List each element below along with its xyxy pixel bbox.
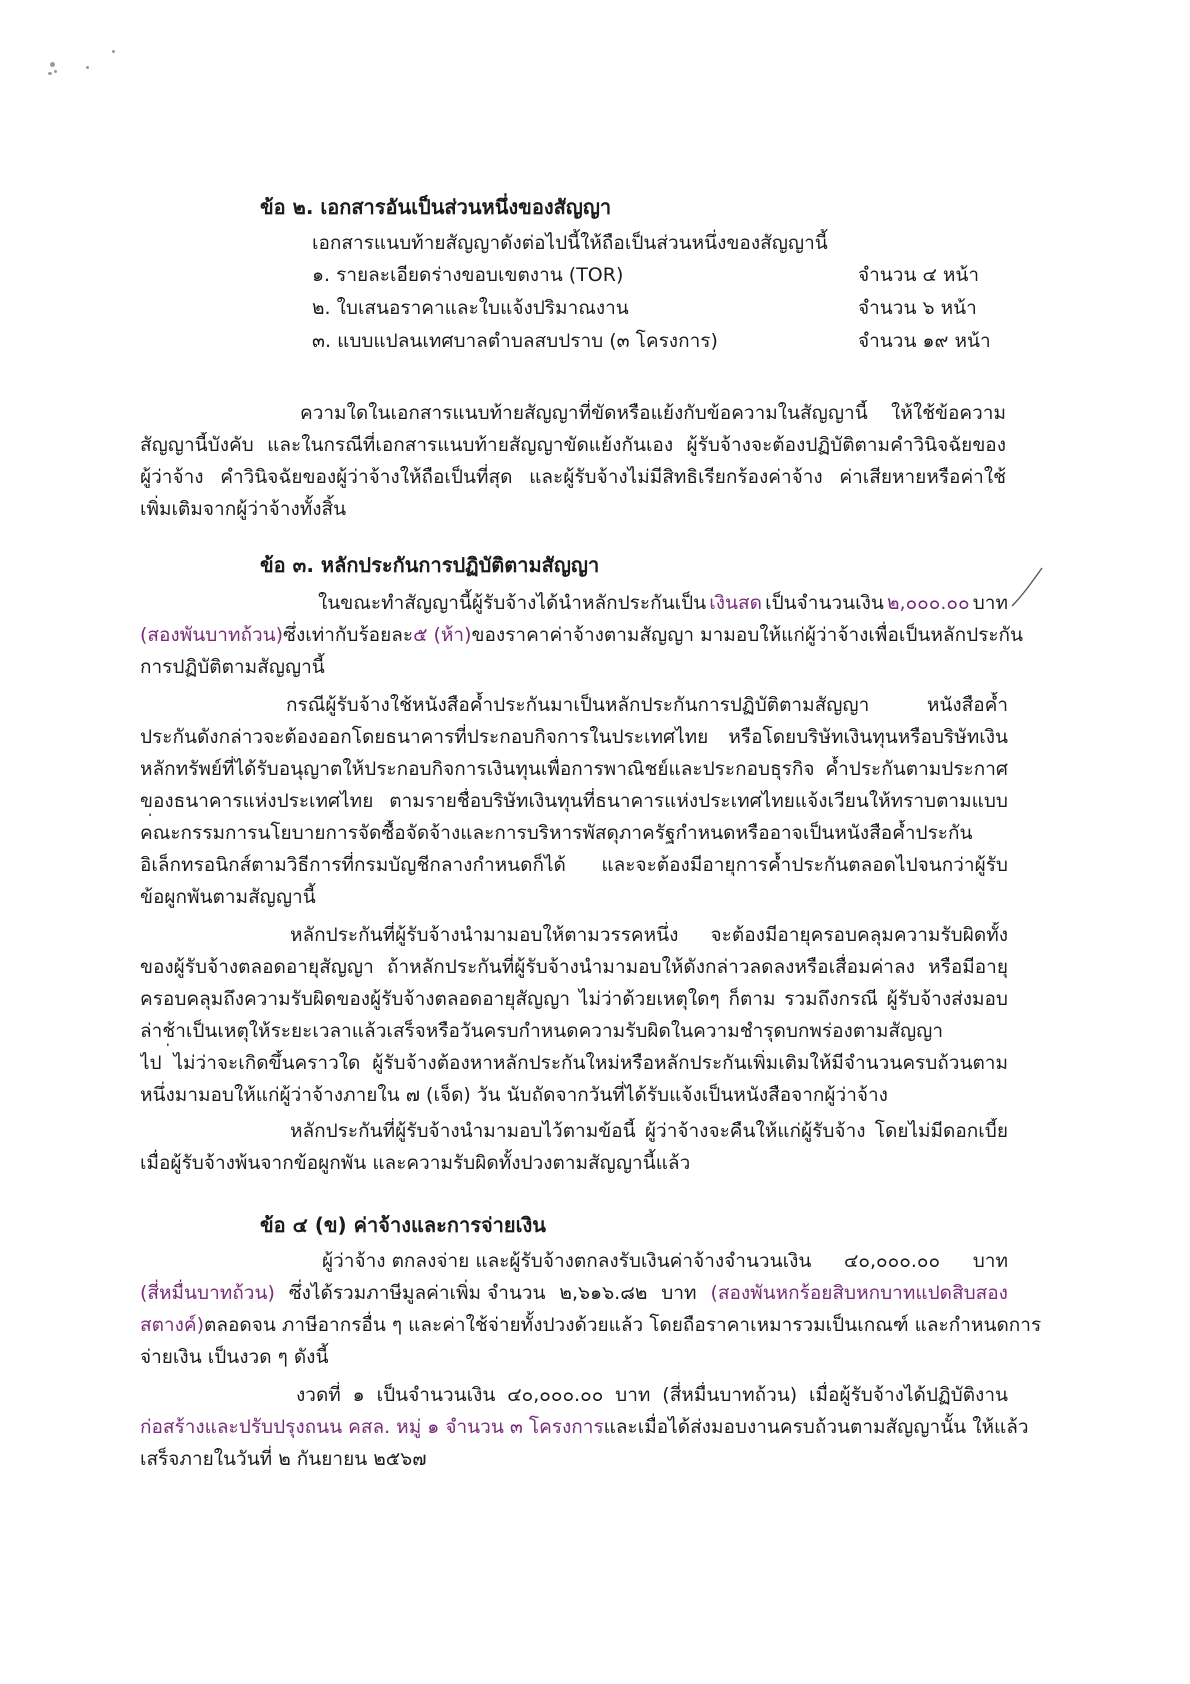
paragraph-line: ข้อผูกพันตามสัญญานี้ — [140, 886, 316, 908]
paragraph-line: หลักประกันที่ผู้รับจ้างนำมามอบไว้ตามข้อนี้ ผู้ว่าจ้างจะคืนให้แก่ผู้รับจ้าง โดยไม่มีดอกเบี้ย — [290, 1120, 1008, 1142]
security-text: ซึ่งเท่ากับร้อยละ — [283, 624, 414, 646]
payment-line-1 — [322, 1248, 1008, 1274]
paragraph-line: คณะกรรมการนโยบายการจัดซื้อจัดจ้างและการบริหารพัสดุภาครัฐกำหนดหรืออาจเป็นหนังสือค้ำประกัน — [140, 822, 973, 844]
paragraph-line: ไป ไม่ว่าจะเกิดขึ้นคราวใด ผู้รับจ้างต้องหาหลักประกันใหม่หรือหลักประกันเพิ่มเติมให้มีจำนวนครบถ้วนตาม — [140, 1052, 1008, 1074]
payment-text: ซึ่งได้รวมภาษีมูลค่าเพิ่ม จำนวน — [288, 1282, 546, 1304]
vat-amount-words: (สองพันหกร้อยสิบหกบาทแปดสิบสอง — [710, 1282, 1008, 1304]
security-amount: ๒,๐๐๐.๐๐ — [887, 592, 970, 614]
section-3-heading: ข้อ ๓. หลักประกันการปฏิบัติตามสัญญา — [260, 553, 600, 577]
section-2-heading: ข้อ ๒. เอกสารอันเป็นส่วนหนึ่งของสัญญา — [260, 195, 612, 219]
security-line-1 — [318, 590, 1008, 616]
currency-unit: บาท — [661, 1282, 697, 1304]
paragraph-line: สัญญานี้บังคับ และในกรณีที่เอกสารแนบท้ายสัญญาขัดแย้งกันเอง ผู้รับจ้างจะต้องปฏิบัติตามคำวินิจฉัยของ — [140, 434, 1006, 456]
attachment-item-pages: จำนวน ๖ หน้า — [858, 297, 977, 319]
security-line-2 — [140, 622, 1024, 648]
security-amount-words: (สองพันบาทถ้วน) — [140, 624, 284, 646]
installment-text: และเมื่อได้ส่งมอบงานครบถ้วนตามสัญญานั้น ให้แล้ว — [603, 1416, 1029, 1438]
paragraph-line: กรณีผู้รับจ้างใช้หนังสือค้ำประกันมาเป็นหลักประกันการปฏิบัติตามสัญญา หนังสือค้ำ — [286, 694, 1008, 716]
currency-unit: บาท — [972, 592, 1008, 614]
payment-text: ผู้ว่าจ้าง ตกลงจ่าย และผู้รับจ้างตกลงรับเงินค่าจ้างจำนวนเงิน — [322, 1250, 812, 1272]
work-description: ก่อสร้างและปรับปรุงถนน คสล. หมู่ ๑ จำนวน ๓ โครงการ — [140, 1416, 604, 1438]
attachment-item-label: ๑. รายละเอียดร่างขอบเขตงาน (TOR) — [312, 264, 624, 286]
attachment-item-pages: จำนวน ๔ หน้า — [858, 264, 980, 286]
paragraph-line: หนึ่งมามอบให้แก่ผู้ว่าจ้างภายใน ๗ (เจ็ด) วัน นับถัดจากวันที่ได้รับแจ้งเป็นหนังสือจากผู้ว่าจ้าง — [140, 1084, 888, 1106]
section-2-intro: เอกสารแนบท้ายสัญญาดังต่อไปนี้ให้ถือเป็นส่วนหนึ่งของสัญญานี้ — [312, 232, 828, 254]
payment-text: ตลอดจน ภาษีอากรอื่น ๆ และค่าใช้จ่ายทั้งปวงด้วยแล้ว โดยถือราคาเหมารวมเป็นเกณฑ์ และกำหนดการ — [204, 1314, 1042, 1336]
vat-amount-words: สตางค์) — [140, 1314, 205, 1336]
paragraph-line: ผู้ว่าจ้าง คำวินิจฉัยของผู้ว่าจ้างให้ถือเป็นที่สุด และผู้รับจ้างไม่มีสิทธิเรียกร้องค่าจ้าง ค่าเสียหายหรือค่าใช้ — [140, 466, 1006, 488]
installment-deadline: เสร็จภายในวันที่ ๒ กันยายน ๒๕๖๗ — [140, 1448, 427, 1470]
security-type: เงินสด — [709, 592, 762, 614]
vat-amount: ๒,๖๑๖.๘๒ — [559, 1282, 648, 1304]
section-4-heading: ข้อ ๔ (ข) ค่าจ้างและการจ่ายเงิน — [260, 1213, 546, 1237]
payment-line-4: จ่ายเงิน เป็นงวด ๆ ดังนี้ — [140, 1346, 329, 1368]
payment-amount: ๔๐,๐๐๐.๐๐ — [844, 1250, 941, 1272]
paragraph-line: ประกันดังกล่าวจะต้องออกโดยธนาคารที่ประกอบกิจการในประเทศไทย หรือโดยบริษัทเงินทุนหรือบริษัทเงิน — [140, 726, 1008, 748]
installment-line: งวดที่ ๑ เป็นจำนวนเงิน ๔๐,๐๐๐.๐๐ บาท (สี่หมื่นบาทถ้วน) เมื่อผู้รับจ้างได้ปฏิบัติงาน — [296, 1384, 1008, 1406]
paragraph-line: ของธนาคารแห่งประเทศไทย ตามรายชื่อบริษัทเงินทุนที่ธนาคารแห่งประเทศไทยแจ้งเวียนให้ทราบตามแบบ — [140, 790, 1008, 812]
security-text: ในขณะทำสัญญานี้ผู้รับจ้างได้นำหลักประกันเป็น — [318, 592, 707, 614]
currency-unit: บาท — [972, 1250, 1008, 1272]
paragraph-line: หลักทรัพย์ที่ได้รับอนุญาตให้ประกอบกิจการเงินทุนเพื่อการพาณิชย์และประกอบธุรกิจ ค้ำประกันตามประกาศ — [140, 758, 1008, 780]
payment-amount-words: (สี่หมื่นบาทถ้วน) — [140, 1282, 275, 1304]
payment-line-3 — [140, 1312, 1042, 1338]
paragraph-line: ล่าช้าเป็นเหตุให้ระยะเวลาแล้วเสร็จหรือวันครบกำหนดความรับผิดในความชำรุดบกพร่องตามสัญญา — [140, 1020, 944, 1042]
scan-artifact — [48, 48, 118, 88]
pen-tick-mark — [1010, 566, 1044, 610]
paragraph-line: ของผู้รับจ้างตลอดอายุสัญญา ถ้าหลักประกันที่ผู้รับจ้างนำมามอบให้ดังกล่าวลดลงหรือเสื่อมค่าลง หรือมีอายุ — [140, 956, 1008, 978]
paragraph-line: หลักประกันที่ผู้รับจ้างนำมามอบให้ตามวรรคหนึ่ง จะต้องมีอายุครอบคลุมความรับผิดทั้ง — [290, 924, 1008, 946]
security-line-3: การปฏิบัติตามสัญญานี้ — [140, 656, 325, 678]
attachment-item-label: ๒. ใบเสนอราคาและใบแจ้งปริมาณงาน — [312, 297, 629, 319]
payment-line-2 — [140, 1280, 1008, 1306]
security-text: ของราคาค่าจ้างตามสัญญา มามอบให้แก่ผู้ว่าจ้างเพื่อเป็นหลักประกัน — [471, 624, 1024, 646]
paragraph-line: อิเล็กทรอนิกส์ตามวิธีการที่กรมบัญชีกลางกำหนดก็ได้ และจะต้องมีอายุการค้ำประกันตลอดไปจนกว่าผู้รับ — [140, 854, 1008, 876]
paragraph-line: เมื่อผู้รับจ้างพ้นจากข้อผูกพัน และความรับผิดทั้งปวงตามสัญญานี้แล้ว — [140, 1152, 691, 1174]
attachment-item-label: ๓. แบบแปลนเทศบาลตำบลสบปราบ (๓ โครงการ) — [312, 330, 718, 352]
security-percent: ๕ (ห้า) — [413, 624, 472, 646]
paragraph-line: ความใดในเอกสารแนบท้ายสัญญาที่ขัดหรือแย้งกับข้อความในสัญญานี้ ให้ใช้ข้อความ — [300, 402, 1006, 424]
paragraph-line: ครอบคลุมถึงความรับผิดของผู้รับจ้างตลอดอายุสัญญา ไม่ว่าด้วยเหตุใดๆ ก็ตาม รวมถึงกรณี ผู้รับจ้างส่งมอบ — [140, 988, 1008, 1010]
attachment-item-pages: จำนวน ๑๙ หน้า — [858, 330, 991, 352]
paragraph-line: เพิ่มเติมจากผู้ว่าจ้างทั้งสิ้น — [140, 498, 347, 520]
security-text: เป็นจำนวนเงิน — [765, 592, 884, 614]
installment-line — [140, 1414, 1029, 1440]
